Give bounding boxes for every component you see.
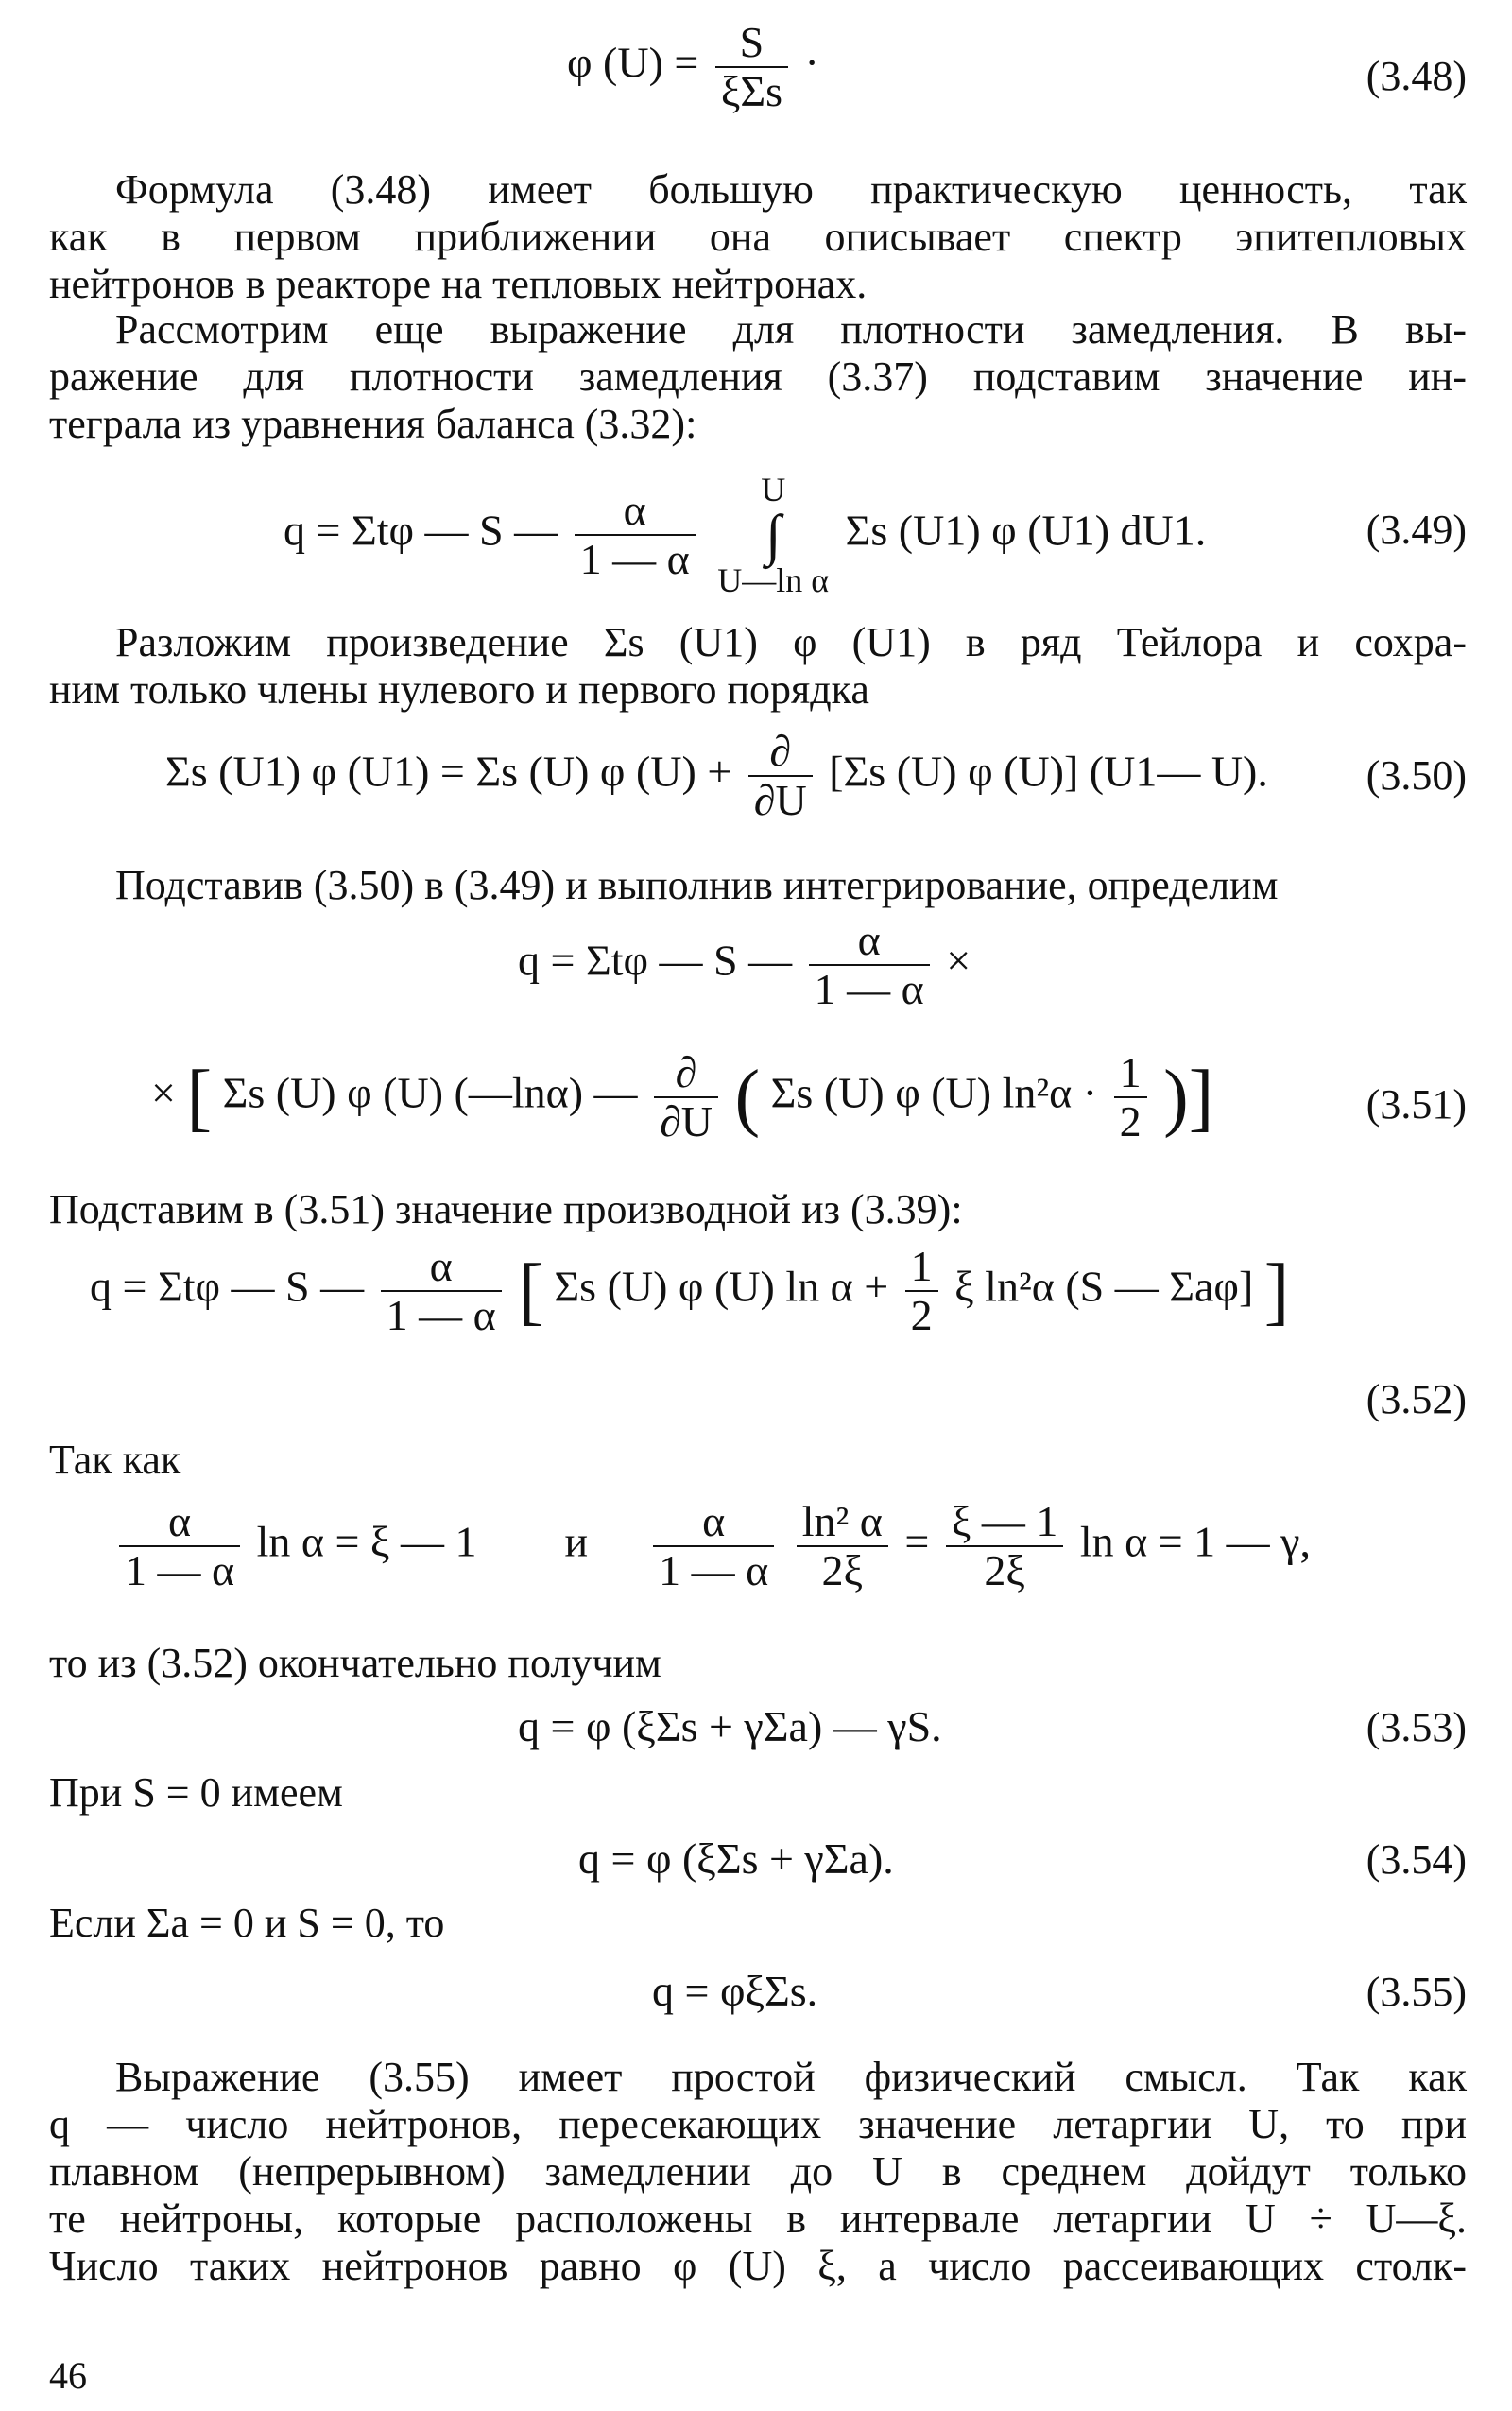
integral-lower: U—ln α — [717, 561, 830, 599]
paren-icon: ) — [1163, 1056, 1189, 1139]
equation-3-49 — [284, 473, 1206, 597]
equation-number: (3.54) — [1366, 1836, 1467, 1883]
paragraph — [49, 1900, 1467, 1947]
text-line: Формула (3.48) имеет большую практическую ценность, так — [115, 166, 1467, 213]
paragraph — [49, 166, 1467, 308]
text-line: При S = 0 имеем — [49, 1769, 343, 1816]
eq-rhs: Σs (U1) φ (U1) dU1. — [845, 506, 1207, 555]
denominator: 2 — [910, 1291, 933, 1339]
denominator: 1 — α — [125, 1546, 235, 1594]
eq-lhs: φ (U) = — [567, 38, 699, 87]
text-line: Так как — [49, 1437, 181, 1483]
fraction — [575, 487, 696, 583]
eq-body: q = φξΣs. — [652, 1967, 818, 2015]
bracket-icon: [ — [518, 1249, 543, 1333]
fraction — [653, 1498, 774, 1594]
paragraph — [49, 1640, 1467, 1687]
paren-icon: ( — [734, 1056, 761, 1139]
eq-tail: × — [946, 936, 971, 985]
eq-part: ln α = ξ — 1 — [256, 1517, 477, 1566]
numerator: ξ — 1 — [946, 1498, 1064, 1547]
eq-lead: × — [151, 1068, 176, 1117]
integral-sign-icon: ∫ — [765, 504, 782, 566]
text-line: Число таких нейтронов равно φ (U) ξ, а число рассеивающих столк- — [49, 2243, 1467, 2289]
text-line: как в первом приближении она описывает спектр эпитепловых — [49, 214, 1467, 260]
fraction — [715, 19, 788, 115]
denominator: ξΣs — [720, 67, 783, 115]
equation-3-52 — [90, 1243, 1289, 1339]
eq-part: Σs (U) φ (U) (—lnα) — — [222, 1068, 638, 1117]
eq-conjunction: и — [564, 1517, 589, 1566]
numerator: α — [575, 487, 696, 536]
text-line: ражение для плотности замедления (3.37) подставим значение ин- — [49, 353, 1467, 400]
eq-rhs: [Σs (U) φ (U)] (U1— U). — [829, 747, 1268, 796]
paragraph — [49, 619, 1467, 714]
fraction — [1114, 1049, 1147, 1145]
denominator: ∂U — [753, 776, 807, 824]
eq-part: Σs (U) φ (U) ln α + — [554, 1262, 889, 1311]
equation-3-50 — [165, 728, 1268, 824]
text-line: нейтронов в реакторе на тепловых нейтронах. — [49, 261, 868, 307]
text-line: ним только члены нулевого и первого порядка — [49, 666, 869, 713]
denominator: 2 — [1119, 1097, 1142, 1145]
numerator: α — [381, 1243, 502, 1292]
numerator: 1 — [905, 1243, 938, 1292]
eq-body: q = φ (ξΣs + γΣa). — [578, 1834, 894, 1883]
bracket-icon: ] — [1188, 1056, 1214, 1139]
eq-part: ξ ln²α (S — Σaφ] — [954, 1262, 1254, 1311]
eq-lhs: q = Σtφ — S — — [284, 506, 558, 555]
eq-lhs: q = Σtφ — S — — [518, 936, 793, 985]
eq-part: Σs (U) φ (U) ln²α · — [770, 1068, 1098, 1117]
text-line: q — число нейтронов, пересекающих значение летаргии U, то при — [49, 2101, 1467, 2147]
numerator: 1 — [1114, 1049, 1147, 1098]
eq-lhs: Σs (U1) φ (U1) = Σs (U) φ (U) + — [165, 747, 732, 796]
text-line: Разложим произведение Σs (U1) φ (U1) в ряд Тейлора и сохра- — [115, 619, 1467, 665]
text-line: Подставив (3.50) в (3.49) и выполнив интегрирование, определим — [115, 862, 1279, 908]
eq-lhs: q = Σtφ — S — — [90, 1262, 365, 1311]
eq-body: q = φ (ξΣs + γΣa) — γS. — [518, 1702, 942, 1750]
fraction — [119, 1498, 240, 1594]
equation-number: (3.48) — [1366, 53, 1467, 99]
equation-number: (3.49) — [1366, 507, 1467, 553]
text-line: теграла из уравнения баланса (3.32): — [49, 401, 697, 447]
fraction — [809, 917, 930, 1013]
equation-number: (3.55) — [1366, 1969, 1467, 2015]
paragraph — [49, 1186, 1467, 1233]
equation-relations — [113, 1498, 1311, 1594]
numerator: ln² α — [797, 1498, 888, 1547]
equation-3-55 — [652, 1966, 817, 2016]
fraction — [946, 1498, 1064, 1594]
denominator: 1 — α — [579, 535, 690, 583]
equation-number: (3.51) — [1366, 1081, 1467, 1128]
denominator: 1 — α — [659, 1546, 769, 1594]
fraction — [654, 1049, 718, 1145]
eq-part: ln α = 1 — γ, — [1079, 1517, 1311, 1566]
text-line: плавном (непрерывном) замедлении до U в среднем дойдут только — [49, 2148, 1467, 2195]
text-line: Выражение (3.55) имеет простой физический смысл. Так как — [115, 2054, 1467, 2100]
denominator: 1 — α — [386, 1291, 496, 1339]
paragraph — [49, 1437, 1467, 1484]
equation-number: (3.50) — [1366, 752, 1467, 799]
text-line: Если Σa = 0 и S = 0, то — [49, 1900, 445, 1946]
bracket-icon: [ — [186, 1056, 213, 1139]
numerator: α — [653, 1498, 774, 1547]
fraction — [797, 1498, 888, 1594]
paragraph — [49, 862, 1467, 909]
integral — [717, 473, 829, 597]
fraction — [748, 728, 813, 824]
text-line: те нейтроны, которые расположены в интервале летаргии U ÷ U—ξ. — [49, 2196, 1467, 2242]
equation-3-54 — [578, 1834, 894, 1884]
integral-upper: U — [761, 471, 786, 508]
numerator: α — [809, 917, 930, 966]
equation-number: (3.52) — [1366, 1376, 1467, 1422]
eq-tail: · — [804, 38, 819, 87]
numerator: α — [119, 1498, 240, 1547]
paragraph — [49, 1769, 1467, 1817]
denominator: 2ξ — [984, 1546, 1025, 1594]
text-line: Рассмотрим еще выражение для плотности замедления. В вы- — [115, 306, 1467, 353]
bracket-icon: ] — [1263, 1249, 1290, 1333]
denominator: 2ξ — [821, 1546, 864, 1594]
text-line: Подставим в (3.51) значение производной из (3.39): — [49, 1186, 963, 1232]
text-line: то из (3.52) окончательно получим — [49, 1640, 662, 1686]
paragraph — [49, 2054, 1467, 2290]
fraction — [381, 1243, 502, 1339]
fraction — [905, 1243, 938, 1339]
denominator: ∂U — [660, 1097, 713, 1145]
paragraph — [49, 306, 1467, 448]
denominator: 1 — α — [814, 965, 924, 1013]
numerator: S — [715, 19, 788, 68]
eq-equals: = — [904, 1517, 930, 1566]
equation-number: (3.53) — [1366, 1704, 1467, 1750]
equation-3-51-line1 — [518, 917, 971, 1013]
numerator: ∂ — [748, 728, 813, 777]
numerator: ∂ — [654, 1049, 718, 1098]
page-number: 46 — [49, 2354, 87, 2397]
equation-3-53 — [518, 1701, 942, 1751]
equation-3-51-line2 — [151, 1049, 1213, 1145]
equation-3-48 — [567, 19, 819, 115]
